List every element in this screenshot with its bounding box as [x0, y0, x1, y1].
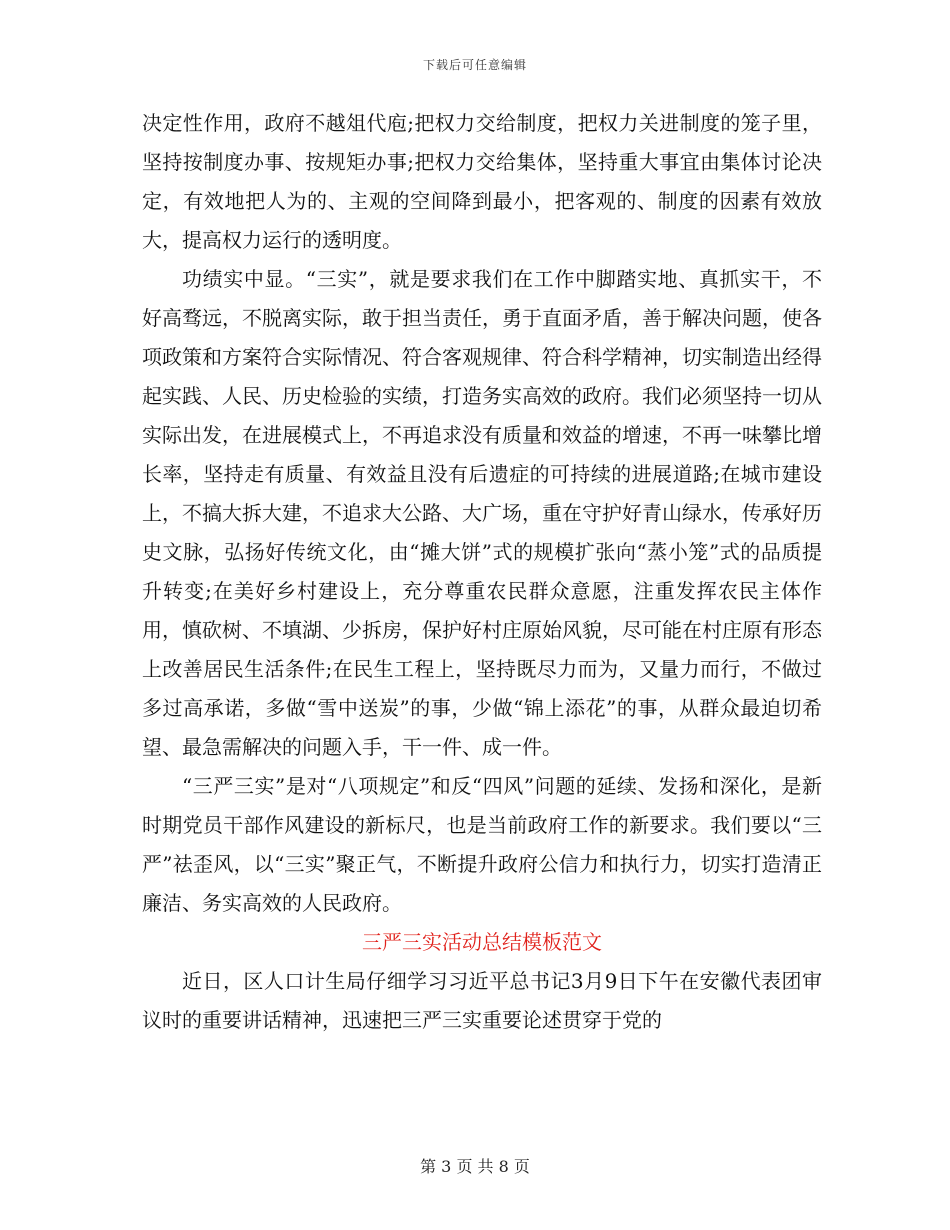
paragraph-3: “三严三实”是对“八项规定”和反“四风”问题的延续、发扬和深化，是新时期党员干部作风建设的新标尺，也是当前政府工作的新要求。我们要以“三严”祛歪风，以“三实”聚正气，不断提升政府公信力和执行力，切实打造清正廉洁、务实高效的人民政府。 [142, 774, 822, 915]
page-header: 下载后可任意编辑 [422, 58, 527, 72]
section-title: 三严三实活动总结模板范文 [362, 930, 602, 954]
paragraph-1: 决定性作用，政府不越俎代庖;把权力交给制度，把权力关进制度的笼子里，坚持按制度办事、按规矩办事;把权力交给集体，坚持重大事宜由集体讨论决定，有效地把人为的、主观的空间降到最小，把客观的、制度的因素有效放大，提高权力运行的透明度。 [142, 111, 822, 252]
paragraph-4: 近日，区人口计生局仔细学习习近平总书记3月9日下午在安徽代表团审议时的重要讲话精神，迅速把三严三实重要论述贯穿于党的 [142, 969, 822, 1032]
page-footer: 第 3 页 共 8 页 [420, 1157, 530, 1176]
document-body [142, 104, 822, 1040]
paragraph-2: 功绩实中显。“三实”，就是要求我们在工作中脚踏实地、真抓实干，不好高骛远，不脱离实际，敢于担当责任，勇于直面矛盾，善于解决问题，使各项政策和方案符合实际情况、符合客观规律、符合科学精神，切实制造出经得起实践、人民、历史检验的实绩，打造务实高效的政府。我们必须坚持一切从实际出发，在进展模式上，不再追求没有质量和效益的增速，不再一味攀比增长率，坚持走有质量、有效益且没有后遗症的可持续的进展道路;在城市建设上，不搞大拆大建，不追求大公路、大广场，重在守护好青山绿水，传承好历史文脉，弘扬好传统文化，由“摊大饼”式的规模扩张向“蒸小笼”式的品质提升转变;在美好乡村建设上，充分尊重农民群众意愿，注重发挥农民主体作用，慎砍树、不填湖、少拆房，保护好村庄原始风貌，尽可能在村庄原有形态上改善居民生活条件;在民生工程上，坚持既尽力而为，又量力而行，不做过多过高承诺，多做“雪中送炭”的事，少做“锦上添花”的事，从群众最迫切希望、最急需解决的问题入手，干一件、成一件。 [142, 267, 822, 759]
